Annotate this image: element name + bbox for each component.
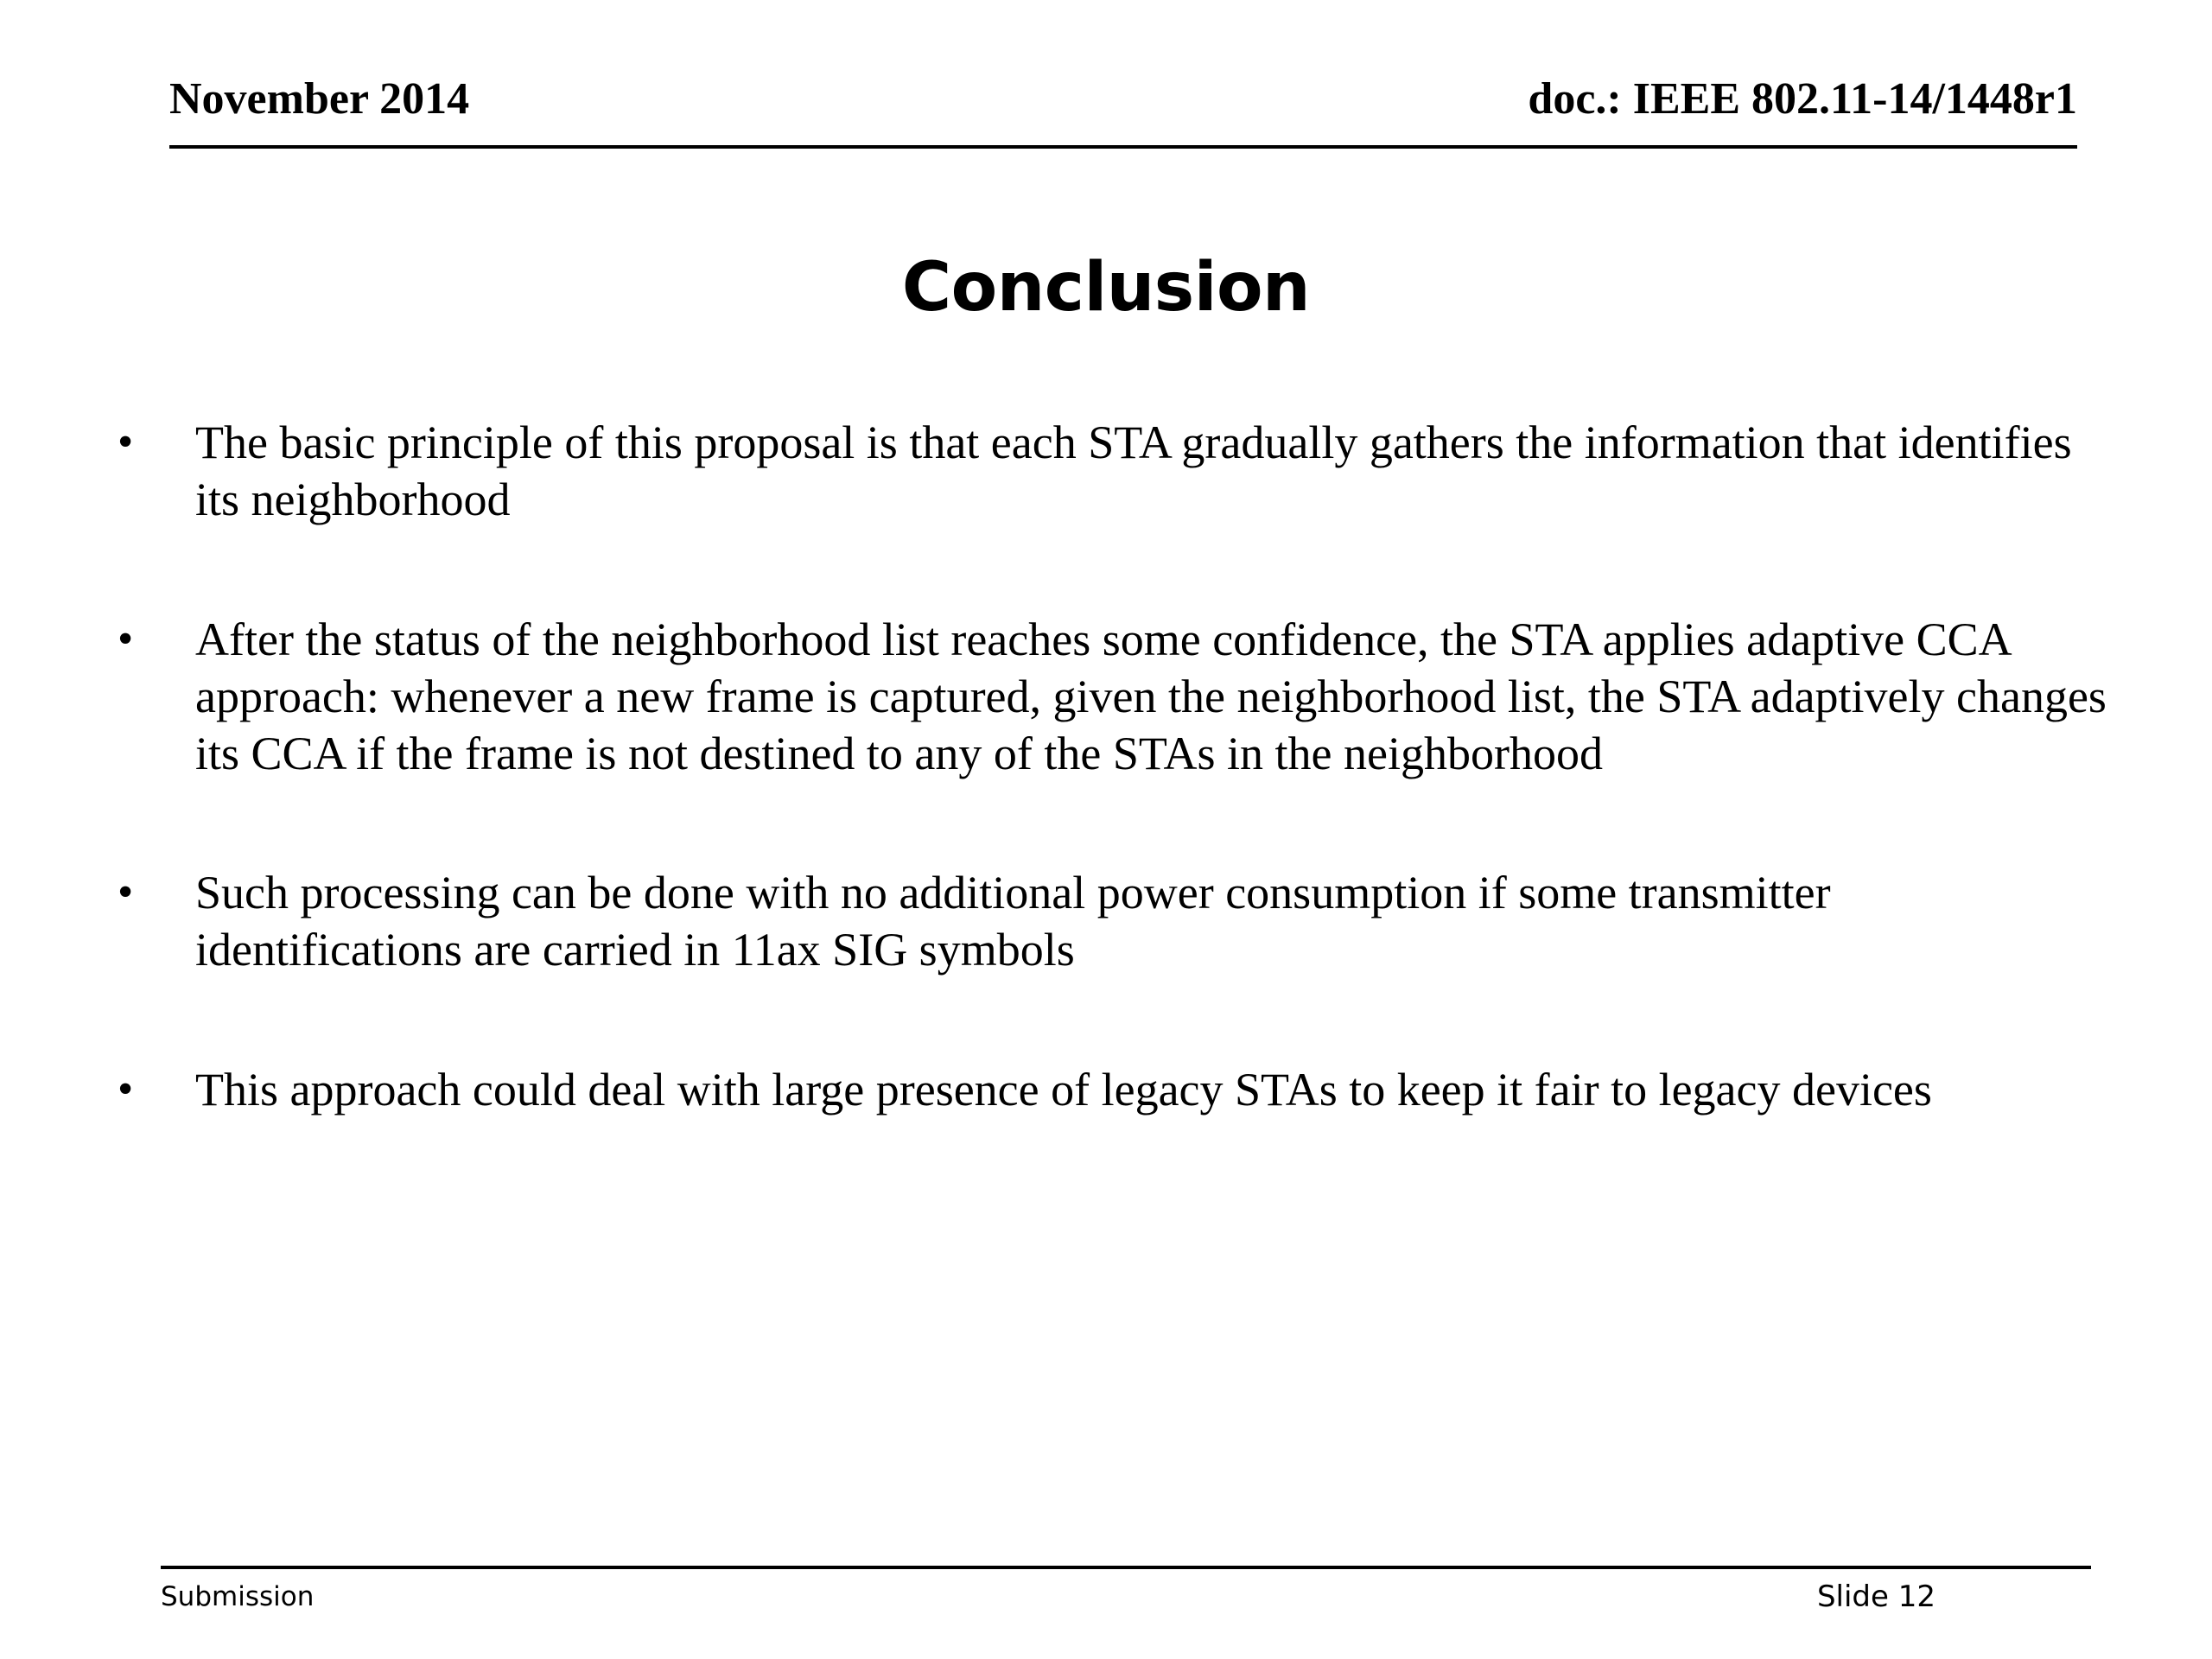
- bullet-list: [102, 415, 2115, 1119]
- header-date: November 2014: [169, 74, 470, 124]
- footer-submission-label: Submission: [161, 1581, 315, 1612]
- list-item: [102, 865, 2115, 979]
- slide-footer: [161, 1580, 2091, 1614]
- list-item: [102, 415, 2115, 529]
- list-item-text: The basic principle of this proposal is that each STA gradually gathers the information that identifies its neighborhood: [195, 416, 2072, 525]
- header-divider: [169, 145, 2077, 149]
- list-item-text: This approach could deal with large presence of legacy STAs to keep it fair to legacy devices: [195, 1064, 1932, 1116]
- slide-header: [169, 74, 2077, 124]
- bullet-icon: •: [118, 417, 134, 467]
- list-item: [102, 1062, 2115, 1119]
- list-item-text: After the status of the neighborhood list reaches some confidence, the STA applies adaptive CCA approach: whenever a new frame is captured, given the neighborhood list, the STA adaptively changes its CCA if the frame is not destined to any of the STAs in the neighborhood: [195, 613, 2107, 779]
- header-doc-reference: doc.: IEEE 802.11-14/1448r1: [1528, 74, 2077, 124]
- list-item: [102, 612, 2115, 783]
- slide-number: Slide 12: [1816, 1580, 1936, 1614]
- bullet-icon: •: [118, 613, 134, 664]
- page-title: Conclusion: [901, 249, 1311, 327]
- list-item-text: Such processing can be done with no additional power consumption if some transmitter identifications are carried in 11ax SIG symbols: [195, 867, 1831, 976]
- bullet-icon: •: [118, 1065, 134, 1115]
- bullet-icon: •: [118, 868, 134, 918]
- footer-divider: [161, 1566, 2091, 1569]
